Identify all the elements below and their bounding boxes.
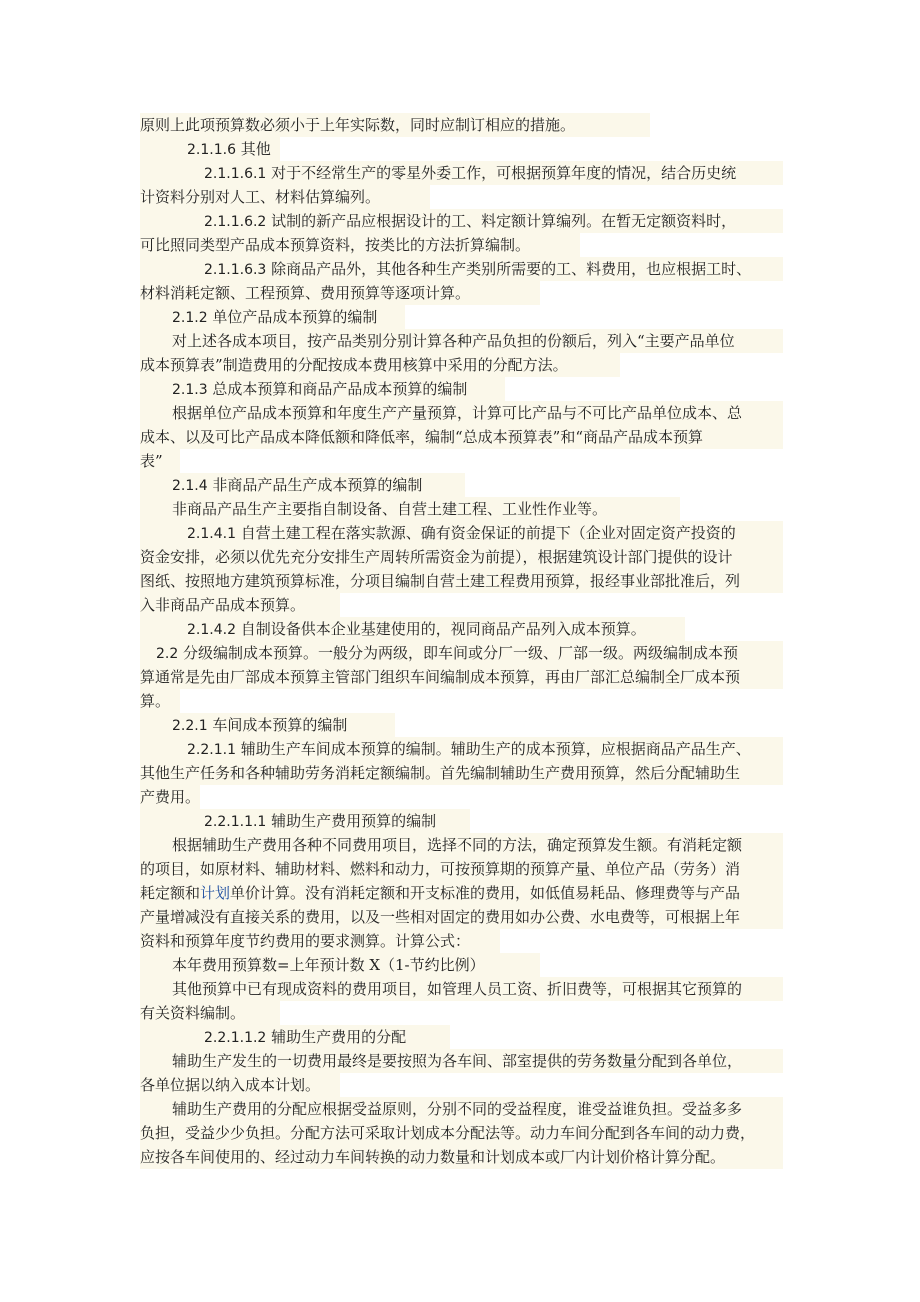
- line-text: 的项目，如原材料、辅助材料、燃料和动力，可按预算期的预算产量、单位产品（劳务）消: [140, 860, 741, 878]
- line-text: 有关资料编制。: [140, 1004, 246, 1022]
- line-text: 辅助生产费用的分配应根据受益原则，分别不同的受益程度，谁受益谁负担。受益多多: [172, 1100, 743, 1118]
- line-text: 辅助生产车间成本预算的编制。辅助生产的成本预算，应根据商品产品生产、: [235, 740, 751, 758]
- text-line-content: [204, 257, 783, 282]
- text-line: [140, 233, 580, 257]
- text-line-content: [204, 209, 783, 234]
- line-text: 其他预算中已有现成资料的费用项目，如管理人员工资、折旧费等，可根据其它预算的: [172, 980, 743, 998]
- text-line-content: [140, 881, 783, 905]
- text-line-content: [140, 545, 783, 569]
- text-line: [140, 689, 180, 713]
- line-text: 试制的新产品应根据设计的工、料定额计算编列。在暂无定额资料时，: [266, 212, 737, 230]
- text-line: [140, 569, 783, 593]
- text-line-content: [140, 689, 180, 713]
- text-line: [140, 137, 280, 161]
- section-number: 2.1.2: [172, 310, 208, 326]
- text-line: [140, 833, 783, 857]
- text-line: [140, 761, 783, 785]
- text-line-content: [156, 641, 783, 666]
- line-text: 原则上此项预算数必须小于上年实际数，同时应制订相应的措施。: [140, 116, 576, 134]
- text-line-content: [172, 329, 783, 353]
- text-line: [140, 449, 180, 473]
- text-line: [140, 329, 783, 353]
- text-line-content: [172, 713, 395, 738]
- text-line: [140, 881, 783, 905]
- text-line-content: [140, 281, 540, 305]
- text-line: [140, 1001, 280, 1025]
- line-text: 其他生产任务和各种辅助劳务消耗定额编制。首先编制辅助生产费用预算，然后分配辅助生: [140, 764, 741, 782]
- line-text: 辅助生产费用预算的编制: [266, 812, 437, 830]
- section-number: 2.1.1.6.1: [204, 166, 267, 182]
- text-line: [140, 209, 783, 233]
- text-line: [140, 473, 465, 497]
- text-line-content: [187, 617, 685, 642]
- section-number: 2.1.1.6.2: [204, 214, 267, 230]
- text-line-content: [140, 449, 180, 473]
- text-line: [140, 1049, 783, 1073]
- line-text: 耗定额和: [140, 884, 201, 902]
- text-line: [140, 593, 340, 617]
- text-line: [140, 377, 505, 401]
- text-line-content: [172, 977, 783, 1001]
- text-line-content: [140, 425, 783, 449]
- line-text: 成本、以及可比产品成本降低额和降低率，编制“总成本预算表”和“商品产品成本预算: [140, 428, 704, 446]
- line-text: 算通常是先由厂部成本预算主管部门组织车间编制成本预算，再由厂部汇总编制全厂成本预: [140, 668, 741, 686]
- text-line: [140, 281, 540, 305]
- section-number: 2.2.1: [172, 718, 208, 734]
- line-text: 材料消耗定额、工程预算、费用预算等逐项计算。: [140, 284, 471, 302]
- text-line: [140, 641, 783, 665]
- text-line: [140, 545, 783, 569]
- line-text: 单位产品成本预算的编制: [207, 308, 378, 326]
- line-text: 根据单位产品成本预算和年度生产产量预算，计算可比产品与不可比产品单位成本、总: [172, 404, 743, 422]
- line-text: 总成本预算和商品产品成本预算的编制: [207, 380, 468, 398]
- line-text: 辅助生产费用的分配: [266, 1028, 407, 1046]
- text-line-content: [140, 1145, 783, 1169]
- text-line: [140, 401, 783, 425]
- line-text: 产量增减没有直接关系的费用，以及一些相对固定的费用如办公费、水电费等，可根据上年: [140, 908, 741, 926]
- text-line: [140, 353, 620, 377]
- text-line-content: [140, 113, 650, 137]
- section-number: 2.1.4: [172, 478, 208, 494]
- section-number: 2.2.1.1.1: [204, 814, 267, 830]
- text-line-content: [140, 905, 783, 929]
- text-line-content: [204, 1025, 450, 1050]
- line-text: 资料和预算年度节约费用的要求测算。计算公式：: [140, 932, 471, 950]
- line-text: 对于不经常生产的零星外委工作，可根据预算年度的情况，结合历史统: [266, 164, 737, 182]
- text-line: [140, 665, 783, 689]
- line-text: 除商品产品外，其他各种生产类别所需要的工、料费用，也应根据工时、: [266, 260, 752, 278]
- text-line: [140, 785, 200, 809]
- text-line-content: [140, 233, 580, 257]
- text-line: [140, 185, 430, 209]
- text-line: [140, 857, 783, 881]
- text-line-content: [172, 953, 540, 977]
- text-line: [140, 161, 783, 185]
- section-number: 2.1.1.6: [187, 142, 236, 158]
- line-text: 入非商品产品成本预算。: [140, 596, 306, 614]
- line-text: 分级编制成本预算。一般分为两级，即车间或分厂一级、厂部一级。两级编制成本预: [178, 644, 739, 662]
- text-line: [140, 1145, 783, 1169]
- text-line-content: [140, 593, 340, 617]
- text-line: [140, 617, 685, 641]
- line-text: 自制设备供本企业基建使用的，视同商品产品列入成本预算。: [235, 620, 646, 638]
- line-text: 应按各车间使用的、经过动力车间转换的动力数量和计划成本或厂内计划价格计算分配。: [140, 1148, 726, 1166]
- text-line: [140, 1073, 340, 1097]
- text-line: [140, 1097, 783, 1121]
- line-text: 成本预算表”制造费用的分配按成本费用核算中采用的分配方法。: [140, 356, 568, 374]
- line-text: 车间成本预算的编制: [207, 716, 348, 734]
- text-line: [140, 809, 470, 833]
- text-line: [140, 497, 680, 521]
- text-line: [140, 113, 650, 137]
- text-line-content: [172, 1097, 783, 1121]
- text-line-content: [172, 473, 465, 498]
- line-text-rest: 单价计算。没有消耗定额和开支标准的费用，如低值易耗品、修理费等与产品: [230, 884, 741, 902]
- text-line-content: [187, 521, 783, 546]
- text-line-content: [172, 401, 783, 425]
- text-line-content: [172, 833, 783, 857]
- line-text: 各单位据以纳入成本计划。: [140, 1076, 321, 1094]
- section-number: 2.1.3: [172, 382, 208, 398]
- text-line: [140, 521, 783, 545]
- section-number: 2.2: [156, 646, 179, 662]
- text-line: [140, 1025, 450, 1049]
- line-text: 图纸、按照地方建筑预算标准，分项目编制自营土建工程费用预算，报经事业部批准后，列: [140, 572, 741, 590]
- text-line-content: [187, 137, 280, 162]
- text-line-content: [204, 809, 470, 834]
- text-line-content: [172, 305, 405, 330]
- line-text: 非商品产品生产主要指自制设备、自营土建工程、工业性作业等。: [172, 500, 608, 518]
- line-text: 自营土建工程在落实款源、确有资金保证的前提下（企业对固定资产投资的: [235, 524, 736, 542]
- text-line: [140, 713, 395, 737]
- text-line-content: [204, 161, 783, 186]
- text-line: [140, 905, 783, 929]
- line-text: 其他: [235, 140, 271, 158]
- line-text: 算。: [140, 692, 171, 710]
- text-line-content: [140, 353, 620, 377]
- inline-link[interactable]: 计划: [200, 884, 231, 902]
- text-line-content: [140, 1121, 783, 1145]
- line-text: 辅助生产发生的一切费用最终是要按照为各车间、部室提供的劳务数量分配到各单位，: [172, 1052, 743, 1070]
- text-line: [140, 929, 500, 953]
- text-line: [140, 737, 783, 761]
- text-line-content: [140, 185, 430, 209]
- line-text: 非商品产品生产成本预算的编制: [207, 476, 423, 494]
- text-line-content: [140, 1001, 280, 1025]
- line-text: 计资料分别对人工、材料估算编列。: [140, 188, 381, 206]
- line-text: 产费用。: [140, 788, 201, 806]
- line-text: 负担，受益少少负担。分配方法可采取计划成本分配法等。动力车间分配到各车间的动力费，: [140, 1124, 756, 1142]
- text-line: [140, 953, 540, 977]
- line-text: 本年费用预算数=上年预计数 X（1-节约比例）: [172, 956, 485, 974]
- text-line-content: [140, 1073, 340, 1097]
- line-text: 表”: [140, 452, 163, 470]
- text-line: [140, 305, 405, 329]
- text-line-content: [140, 929, 500, 953]
- text-line: [140, 257, 783, 281]
- text-line-content: [172, 1049, 783, 1073]
- section-number: 2.2.1.1.2: [204, 1030, 267, 1046]
- text-line-content: [140, 857, 783, 881]
- text-line-content: [140, 569, 783, 593]
- text-line: [140, 425, 783, 449]
- line-text: 根据辅助生产费用各种不同费用项目，选择不同的方法，确定预算发生额。有消耗定额: [172, 836, 743, 854]
- line-text: 可比照同类型产品成本预算资料，按类比的方法折算编制。: [140, 236, 531, 254]
- text-line-content: [140, 665, 783, 689]
- section-number: 2.1.4.2: [187, 622, 236, 638]
- section-number: 2.1.4.1: [187, 526, 236, 542]
- text-line-content: [140, 761, 783, 785]
- section-number: 2.2.1.1: [187, 742, 236, 758]
- text-line-content: [140, 785, 200, 809]
- line-text: 资金安排，必须以优先充分安排生产周转所需资金为前提），根据建筑设计部门提供的设计: [140, 548, 733, 566]
- text-line: [140, 1121, 783, 1145]
- text-line-content: [172, 377, 505, 402]
- text-line-content: [172, 497, 680, 521]
- section-number: 2.1.1.6.3: [204, 262, 267, 278]
- text-line: [140, 977, 783, 1001]
- text-line-content: [187, 737, 783, 762]
- line-text: 对上述各成本项目，按产品类别分别计算各种产品负担的份额后，列入“主要产品单位: [172, 332, 735, 350]
